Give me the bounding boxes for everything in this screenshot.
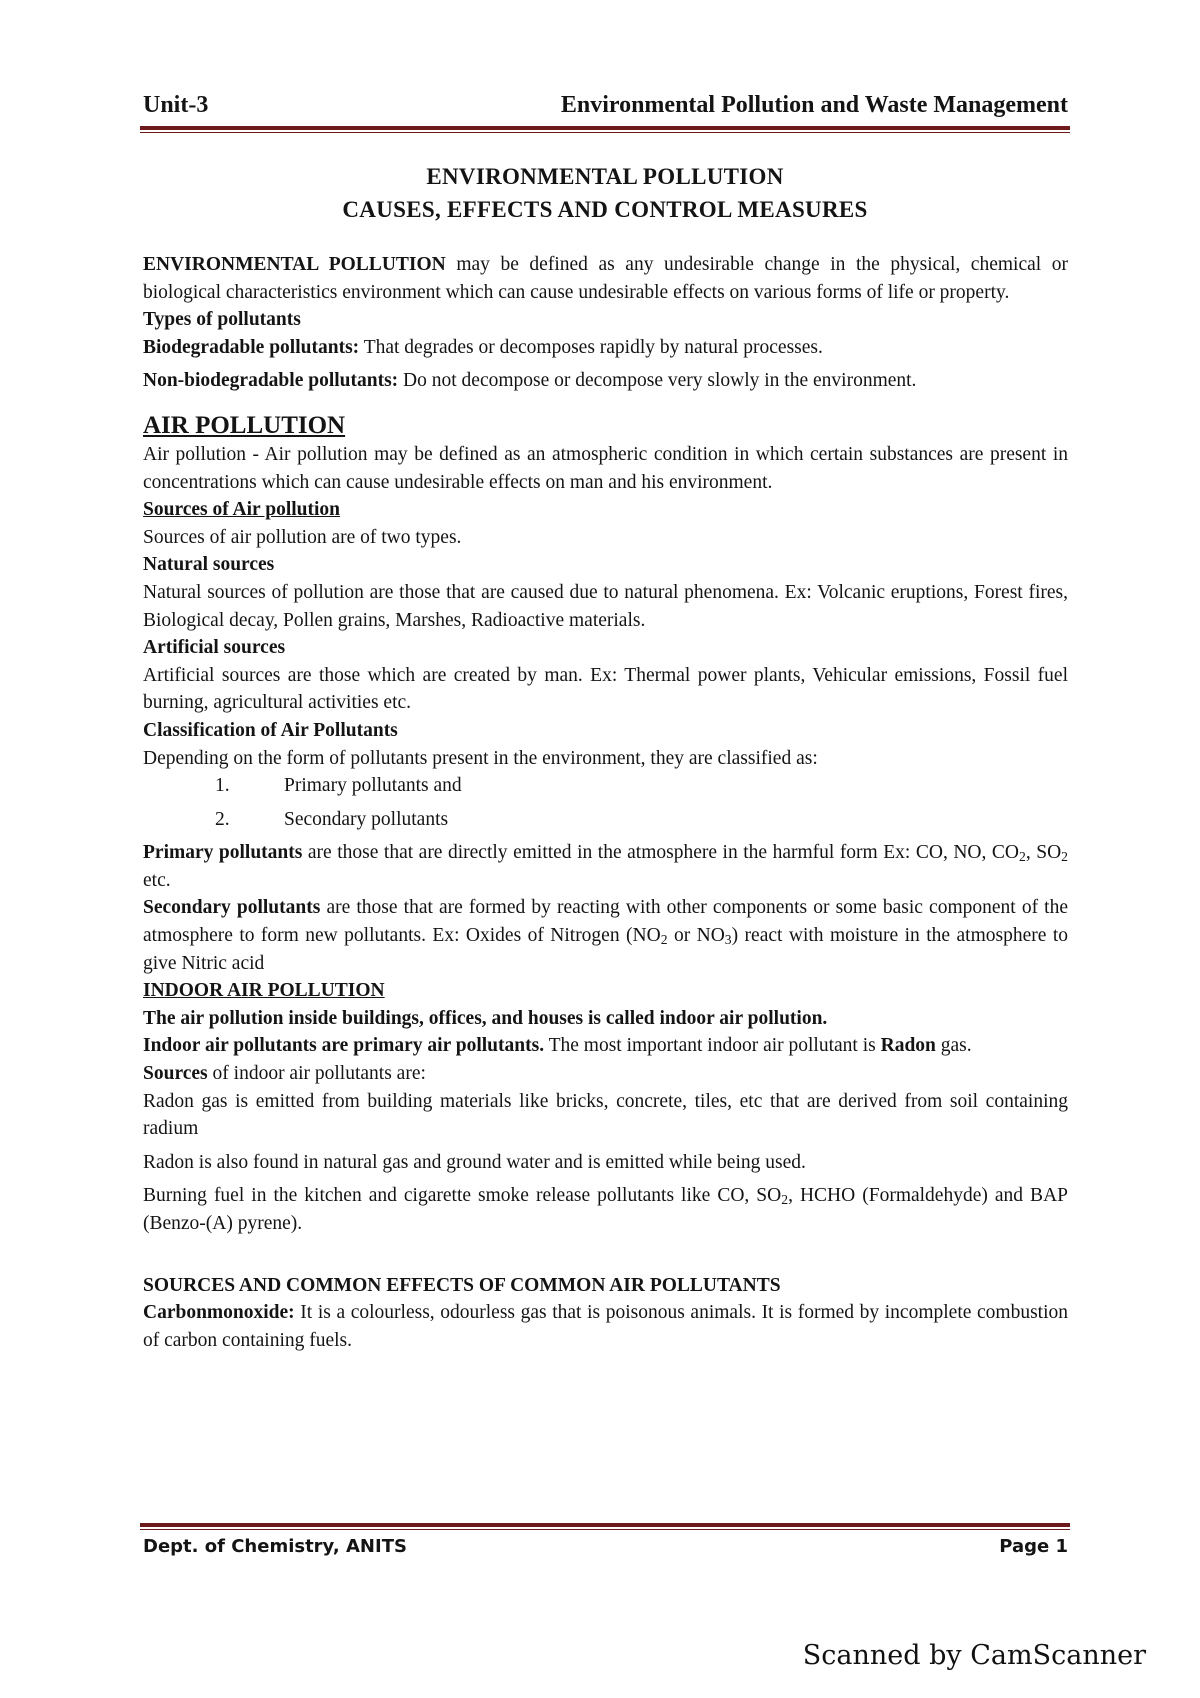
secondary-pollutants-text-mid: or NO <box>667 925 725 947</box>
page-footer <box>143 1536 1068 1557</box>
indoor-primary-bold: Indoor air pollutants are primary air pollutants. <box>143 1035 545 1057</box>
title-line-2: CAUSES, EFFECTS AND CONTROL MEASURES <box>342 197 868 222</box>
burning-fuel-text: Burning fuel in the kitchen and cigarette smoke release pollutants like CO, SO <box>143 1185 782 1207</box>
list-item <box>143 806 1068 834</box>
unit-label: Unit-3 <box>143 92 209 118</box>
primary-pollutants-text-mid: , SO <box>1025 842 1062 864</box>
definition-paragraph <box>143 251 1068 306</box>
footer-rule <box>140 1523 1070 1527</box>
radon-also-text: Radon is also found in natural gas and ground water and is emitted while being used. <box>143 1151 806 1173</box>
title-line-1: ENVIRONMENTAL POLLUTION <box>426 164 784 189</box>
page-number: Page 1 <box>999 1536 1068 1557</box>
department-label: Dept. of Chemistry, ANITS <box>143 1536 407 1557</box>
primary-pollutants-text-end: etc. <box>143 869 171 891</box>
artificial-sources-heading: Artificial sources <box>143 637 286 659</box>
classification-text: Depending on the form of pollutants present in the environment, they are classified as: <box>143 747 818 769</box>
list-item-text: Primary pollutants and <box>284 775 462 797</box>
unit-title: Environmental Pollution and Waste Management <box>560 92 1068 118</box>
radon-bold: Radon <box>880 1035 936 1057</box>
carbon-monoxide-paragraph <box>143 1299 1068 1354</box>
subscript: 2 <box>1061 849 1068 865</box>
classification-heading: Classification of Air Pollutants <box>143 719 398 741</box>
artificial-sources-text: Artificial sources are those which are created by man. Ex: Thermal power plants, Vehicular emissions, Fossil fuel burning, agricultural activities etc. <box>143 664 1068 714</box>
natural-sources-heading: Natural sources <box>143 554 275 576</box>
indoor-sources-text: of indoor air pollutants are: <box>207 1063 426 1085</box>
definition-term: ENVIRONMENTAL POLLUTION <box>143 254 446 275</box>
document-titles <box>140 160 1070 226</box>
radon-emission-text: Radon gas is emitted from building materials like bricks, concrete, tiles, etc that are derived from soil containing radium <box>143 1090 1068 1140</box>
list-item <box>143 772 1068 800</box>
sources-text: Sources of air pollution are of two types. <box>143 526 462 548</box>
nonbiodegradable-text: Do not decompose or decompose very slowly in the environment. <box>398 370 917 392</box>
subscript: 2 <box>660 932 668 948</box>
biodegradable-label: Biodegradable pollutants: <box>143 336 360 358</box>
carbon-monoxide-text: It is a colourless, odourless gas that is poisonous animals. It is formed by incomplete combustion of carbon containing fuels. <box>143 1302 1068 1351</box>
definition-text: may be defined as any undesirable change in the physical, chemical or biological characteristics environment which can cause undesirable effects on various forms of life or property. <box>143 254 1068 303</box>
primary-pollutants-paragraph <box>143 839 1068 894</box>
common-pollutants-heading: SOURCES AND COMMON EFFECTS OF COMMON AIR POLLUTANTS <box>143 1274 781 1296</box>
subscript: 3 <box>724 932 732 948</box>
burning-fuel-paragraph <box>143 1182 1068 1237</box>
indoor-sources-bold: Sources <box>143 1063 208 1085</box>
sources-heading: Sources of Air pollution <box>143 499 341 521</box>
indoor-heading: INDOOR AIR POLLUTION <box>143 980 385 1002</box>
list-item-number: 1. <box>215 775 230 797</box>
scanner-watermark: Scanned by CamScanner <box>802 1640 1146 1671</box>
header-rule <box>140 126 1070 130</box>
nonbiodegradable-paragraph <box>143 367 1068 395</box>
secondary-pollutants-label: Secondary pollutants <box>143 897 321 919</box>
subscript: 2 <box>1019 849 1026 865</box>
document-body <box>143 251 1068 1354</box>
classification-list <box>143 772 1068 833</box>
biodegradable-paragraph <box>143 334 1068 362</box>
list-item-text: Secondary pollutants <box>284 808 449 830</box>
indoor-primary-text: The most important indoor air pollutant is <box>544 1035 881 1057</box>
natural-sources-text: Natural sources of pollution are those that are caused due to natural phenomena. Ex: Volcanic eruptions, Forest fires, Biological decay, Pollen grains, Marshes, Radioactive materials. <box>143 581 1068 631</box>
air-pollution-definition: Air pollution - Air pollution may be defined as an atmospheric condition in which certain substances are present in concentrations which can cause undesirable effects on man and his environment. <box>143 443 1068 493</box>
burning-fuel-end: , HCHO (Formaldehyde) and BAP (Benzo-(A) pyrene). <box>143 1185 1068 1234</box>
carbon-monoxide-label: Carbonmonoxide: <box>143 1302 295 1324</box>
subscript: 2 <box>781 1192 789 1208</box>
air-pollution-heading: AIR POLLUTION <box>143 411 346 439</box>
indoor-sources-line <box>143 1060 1068 1088</box>
list-item-number: 2. <box>215 808 230 830</box>
secondary-pollutants-paragraph <box>143 894 1068 977</box>
page-header <box>143 92 1068 119</box>
indoor-primary-paragraph <box>143 1032 1068 1060</box>
secondary-pollutants-text: are those that are formed by reacting with other components or some basic component of the atmosphere to form new pollutants. Ex: Oxides of Nitrogen (NO <box>143 897 1069 947</box>
nonbiodegradable-label: Non-biodegradable pollutants: <box>143 370 399 392</box>
secondary-pollutants-text-end: ) react with moisture in the atmosphere to give Nitric acid <box>143 925 1068 974</box>
types-heading: Types of pollutants <box>143 309 301 331</box>
primary-pollutants-text: are those that are directly emitted in the atmosphere in the harmful form Ex: CO, NO, CO <box>302 842 1019 864</box>
biodegradable-text: That degrades or decomposes rapidly by natural processes. <box>359 336 823 358</box>
indoor-definition: The air pollution inside buildings, offices, and houses is called indoor air pollution. <box>143 1007 828 1029</box>
radon-end: gas. <box>935 1035 972 1057</box>
primary-pollutants-label: Primary pollutants <box>143 842 303 864</box>
